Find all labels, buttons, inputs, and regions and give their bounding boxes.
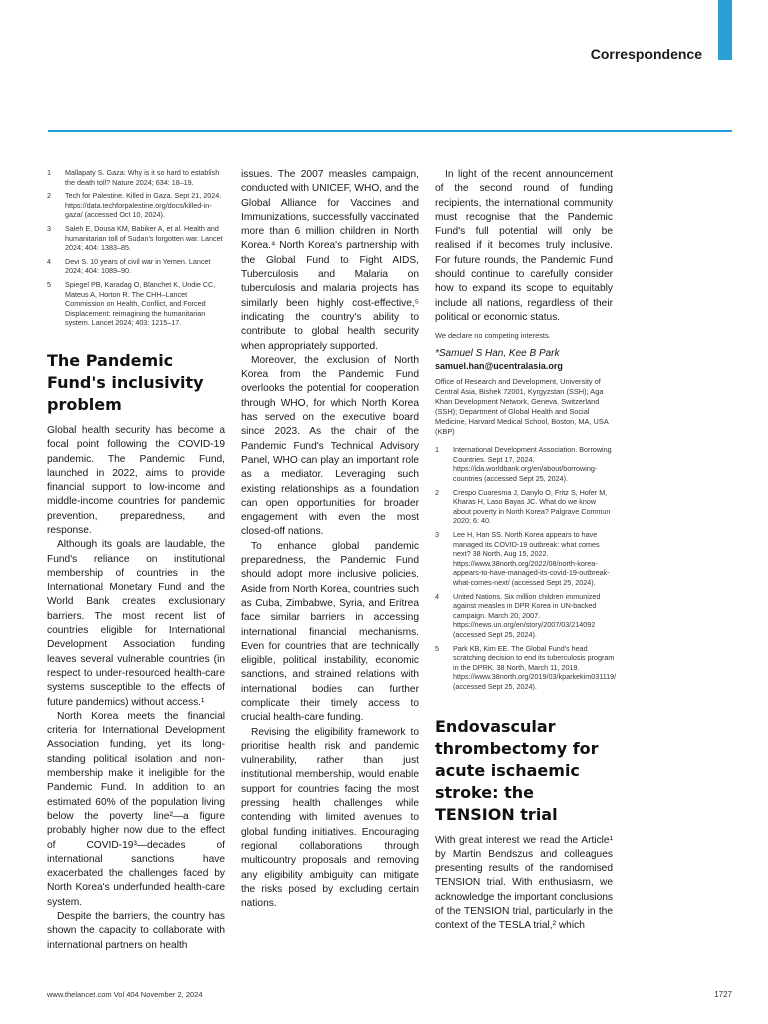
- paragraph: Although its goals are laudable, the Fund's reliance on institutional membership of countries in the International Monetary Fund and the World Bank creates exclusionary barriers. The most recent list of countries eligible for International Development Association funding leaves several vulnerable countries (in respect to under-resourced health-care systems susceptible to the effects of future pandemics) without access.¹: [47, 539, 225, 708]
- reference-item: 5 Park KB, Kim EE. The Global Fund's head scratching decision to end its tuberculosis program in the DPRK. 38 North, March 11, 2019. https://www.38north.org/2019/03/kparkekim031119/ (accessed Sept 25, 2024).: [435, 643, 617, 691]
- page-number: 1727: [714, 990, 732, 999]
- reference-item: 1 International Development Association. Borrowing Countries. Sept 17, 2024. https://ida.worldbank.org/en/about/borrowing-countries (accessed Sept 25, 2024).: [435, 445, 612, 484]
- reference-item: 4 Devi S. 10 years of civil war in Yemen. Lancet 2024; 404: 1089–90.: [47, 256, 211, 276]
- reference-item: 2 Tech for Palestine. Killed in Gaza. Sept 21, 2024. https://data.techforpalestine.org/docs/killed-in-gaza/ (accessed Oct 10, 2024).: [47, 191, 222, 220]
- article-title: The Pandemic Fund's inclusivity problem: [47, 350, 204, 414]
- paragraph: North Korea meets the financial criteria for International Development Association funding, yet its long-standing political isolation and non-membership make it ineligible for the Pandemic Fund. In addition to an estimated 60% of the population living below the poverty line²—a figure probably higher now due to the effect of COVID-19³—decades of international sanctions have exacerbated the challenges faced by North Korea's underfunded health-care system.: [47, 710, 225, 908]
- article-body-continued: [435, 168, 613, 325]
- column-3: [435, 168, 617, 934]
- paragraph: Despite the barriers, the country has shown the capacity to collaborate with international partners on health: [47, 911, 225, 951]
- paragraph: Global health security has become a focal point following the COVID-19 pandemic. The Pandemic Fund, launched in 2022, aims to provide financial support to low-income and middle-income countries for pandemic prevention, preparedness, and response.: [47, 424, 225, 536]
- reference-item: 2 Crespo Cuaresma J, Danylo O, Fritz S, Hofer M, Kharas H, Laso Bayas JC. What do we know about poverty in North Korea? Palgrave Commun 2020; 6: 40.: [435, 487, 611, 526]
- article-body-2: [435, 834, 613, 934]
- paragraph: Revising the eligibility framework to prioritise health risk and pandemic vulnerability, rather than just institutional membership, would enable support for countries facing the most pressing health challenges while contending with limited avenues to global funding initiatives. Encouraging regional collaborations through multicountry proposals and removing any eligibility ambiguity can mitigate the risks posed by excluding certain nations.: [241, 726, 419, 910]
- paragraph: In light of the recent announcement of the second round of funding recipients, the international community must recognise that the Pandemic Fund's full potential will only be realised if it becomes truly inclusive. For future rounds, the Pandemic Fund should continue to carefully consider how to expand its scope to equitably include all nations, regardless of their political or economic status.: [435, 169, 613, 323]
- reference-item: 4 United Nations. Six million children immunized against measles in DPR Korea in UN-backed campaign. March 20, 2007. https://news.un.org/en/story/2007/03/214092 (accessed Sept 25, 2024).: [435, 591, 601, 639]
- header-rule: [48, 130, 732, 132]
- paragraph: Moreover, the exclusion of North Korea from the Pandemic Fund overlooks the potential for cooperation through WHO, for which North Korea has served on the executive board since 2023. As the chair of the Pandemic Fund's Technical Advisory Panel, WHO can play an important role as a mediator. Leveraging such existing relationships as a foundation can open opportunities for broader engagement with even the most closed-off nations.: [241, 354, 419, 538]
- footer-journal-info: www.thelancet.com Vol 404 November 2, 2024: [47, 990, 203, 999]
- paragraph: To enhance global pandemic preparedness, the Pandemic Fund should adopt more inclusive policies. Aside from North Korea, countries such as Cuba, Zimbabwe, Syria, and Eritrea face similar barriers in accessing international financial mechanisms. Even for countries that are technically eligible, political instability, economic sanctions, and strained relations with international bodies can further complicate their timely access to crucial health-care funding.: [241, 540, 419, 724]
- author-email[interactable]: samuel.han@ucentralasia.org: [435, 361, 563, 372]
- accent-bar: [718, 0, 732, 60]
- section-label: Correspondence: [590, 46, 702, 62]
- reference-item: 3 Saleh E, Dousa KM, Babiker A, et al. Health and humanitarian toll of Sudan's forgotten war. Lancet 2024; 404: 1383–85.: [47, 223, 223, 253]
- authors: *Samuel S Han, Kee B Park: [435, 348, 560, 360]
- reference-item: 3 Lee H, Han SS. North Korea appears to have managed its COVID-19 outbreak: what comes next? 38 North, Aug 15, 2022. https://www.38north.org/2022/08/north-korea-appears-to-have-managed-its-covid-19-outbreak-what-comes-next/ (accessed Sept 25, 2024).: [435, 530, 610, 587]
- article-body-continued: [241, 168, 419, 911]
- paragraph: With great interest we read the Article¹ by Martin Bendszus and colleagues presenting results of the randomised TENSION trial. With enthusiasm, we acknowledge the important conclusions of the TENSION trial, particularly in the context of the TESLA trial,² which: [435, 834, 613, 932]
- reference-list: [435, 445, 617, 691]
- competing-interests: We declare no competing interests.: [435, 331, 551, 341]
- reference-item: 5 Spiegel PB, Karadag O, Blanchet K, Undie CC, Mateus A, Horton R. The CHH–Lancet Commission on Health, Conflict, and Forced Displacement: reimagining the humanitarian system. Lancet 2024; 403: 1215–17.: [47, 279, 216, 328]
- reference-item: 1 Mallapaty S. Gaza: Why is it so hard to establish the death toll? Nature 2024; 634: 18–19.: [47, 168, 220, 187]
- paragraph: issues. The 2007 measles campaign, conducted with UNICEF, WHO, and the Global Alliance for Vaccines and Immunizations, successfully vaccinated more than 6 million children in North Korea.⁴ North Korea's partnership with the Global Fund to Fight AIDS, Tuberculosis and Malaria on tuberculosis and malaria projects has similarly been highly cost-effective,⁵ indicating the country's ability to contribute to global health security when appropriately supported.: [241, 169, 419, 352]
- article-body: [47, 424, 225, 953]
- article-title-2: Endovascular thrombectomy for acute ischaemic stroke: the TENSION trial: [435, 716, 599, 824]
- column-2: [241, 168, 419, 911]
- reference-list: [47, 168, 225, 328]
- affiliation: Office of Research and Development, University of Central Asia, Bishek 72001, Kyrgyzstan (SSH); Aga Khan Development Network, Geneva, Switzerland (SSH); Department of Global Health and Social Medicine, Harvard Medical School, Boston, MA, USA (KBP): [435, 377, 609, 437]
- column-1: [47, 168, 225, 953]
